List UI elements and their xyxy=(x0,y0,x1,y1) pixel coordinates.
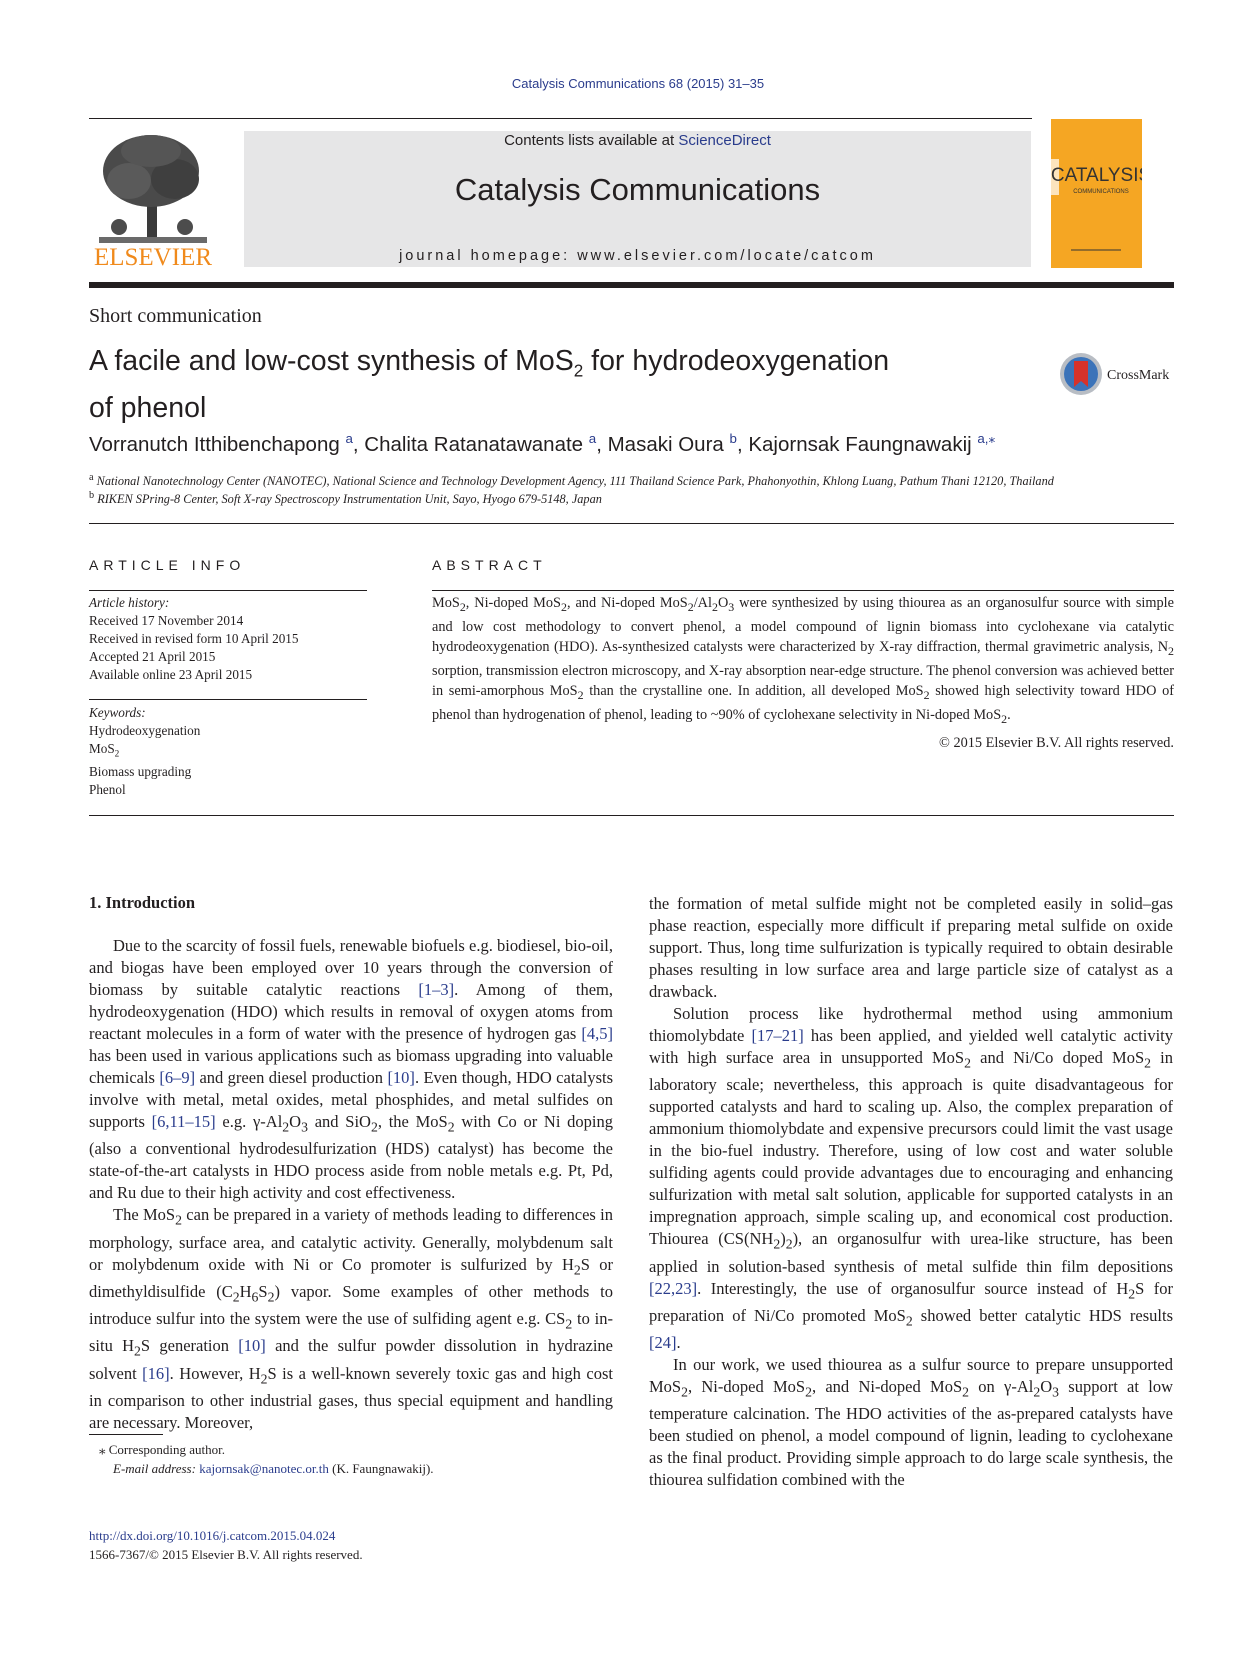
keyword: Phenol xyxy=(89,781,126,797)
paragraph: the formation of metal sulfide might not be completed easily in solid–gas phase reaction, especially more difficult if preparing metal sulfide on oxide support. Thus, long time sulfurization is typically required to obtain desirable phases resulting in low surface area and large particle size of catalyst as a drawback. xyxy=(649,894,1173,1001)
article-title xyxy=(89,343,989,427)
abstract-heading: ABSTRACT xyxy=(432,557,547,573)
svg-text:ELSEVIER: ELSEVIER xyxy=(93,244,213,269)
online-date: Available online 23 April 2015 xyxy=(89,667,253,682)
abstract-copyright: © 2015 Elsevier B.V. All rights reserved. xyxy=(939,735,1174,751)
paragraph: Due to the scarcity of fossil fuels, renewable biofuels e.g. biodiesel, bio-oil, and biogas have been employed over 10 years through the conversion of biomass by suitable catalytic reactions [1–3]. Among of them, hydrodeoxygenation (HDO) which results in removal of oxygen atoms from reactant molecules in a form of water with the presence of hydrogen gas [4,5] has been used in various applications such as biomass upgrading into valuable chemicals [6–9] and green diesel production [10]. Even though, HDO catalysts involve with metal, metal oxides, metal phosphides, and metal sulfides on supports [6,11–15] e.g. $\gamma-Al_2O_3$ and SiO$_2$, the MoS$_2$ with Co or Ni doping (also a conventional hydrodesulfurization (HDS) catalyst) has become the state-of-the-art catalysts in HDO process aside from noble metals e.g. Pt, Pd, and Ru due to their high activity and cost effectiveness. xyxy=(89,936,614,1203)
corresponding-author-note: ⁎ Corresponding author. xyxy=(99,1442,226,1457)
author-affiliation-link[interactable]: a xyxy=(345,431,353,446)
masthead-rule xyxy=(89,282,1174,288)
keyword: Hydrodeoxygenation xyxy=(89,723,201,738)
citation-link[interactable]: [10] xyxy=(238,1336,266,1356)
author-name: Masaki Oura xyxy=(607,432,724,456)
crossmark-icon xyxy=(1059,349,1184,399)
journal-homepage[interactable]: journal homepage: www.elsevier.com/locate/catcom xyxy=(399,248,876,264)
author-name: Kajornsak Faungnawakij xyxy=(748,432,972,456)
keywords xyxy=(89,704,379,799)
affiliation-rule xyxy=(89,523,1174,524)
body-column-left xyxy=(89,935,613,1434)
affiliation-a-text: National Nanotechnology Center (NANOTEC), National Science and Technology Development Agency, 111 Thailand Science Park, Phahonyothin, Khlong Luang, Pathum Thani 12120, Thailand xyxy=(96,474,1054,489)
citation-link[interactable]: [1–3] xyxy=(418,980,455,999)
paragraph: The MoS$_2$ can be prepared in a variety of methods leading to differences in morphology, surface area, and catalytic activity. Generally, molybdenum salt or molybdenum oxide with Ni or Co promoter is sulfurized by $H_2S$ or dimethyldisulfide $(C_2H_6S_2)$ vapor. Some examples of other methods to introduce sulfur into the system were the use of sulfiding agent e.g. $CS_2$ to in-situ $H_2S$ generation [10] and the sulfur powder dissolution in hydrazine solvent [16]. However, $H_2S$ is a well-known severely toxic gas and high cost in comparison to other industrial gases, thus special equipment and handling are necessary. Moreover, xyxy=(89,1205,614,1433)
keywords-rule xyxy=(89,699,367,700)
affiliation-a: $^a$ National Nanotechnology Center (NANOTEC), National Science and Technology Development Agency, 111 Thailand Science Park, Phahonyothin, Khlong Luang, Pathum Thani 12120, Thailand xyxy=(89,472,1054,489)
crossmark-badge[interactable] xyxy=(1059,349,1184,399)
svg-text:CATALYSIS: CATALYSIS xyxy=(1051,165,1142,186)
citation-link[interactable]: [10] xyxy=(387,1068,415,1087)
article-history xyxy=(89,594,379,684)
journal-cover[interactable] xyxy=(1051,119,1142,268)
email-line xyxy=(89,1459,613,1478)
elsevier-tree-icon xyxy=(89,131,217,269)
contents-prefix: Contents lists available at xyxy=(504,132,679,149)
article-type: Short communication xyxy=(89,305,262,327)
title-text-2: for hydrodeoxygenation xyxy=(583,345,890,377)
doi-link[interactable]: http://dx.doi.org/10.1016/j.catcom.2015.04.024 xyxy=(89,1528,336,1543)
keyword: MoS$_2$ xyxy=(89,741,120,759)
abstract-rule xyxy=(432,590,1174,591)
elsevier-logo[interactable] xyxy=(89,131,217,269)
journal-reference[interactable]: Catalysis Communications 68 (2015) 31–35 xyxy=(511,76,765,91)
revised-date: Received in revised form 10 April 2015 xyxy=(89,631,299,646)
keyword: Biomass upgrading xyxy=(89,763,192,779)
article-info-rule xyxy=(89,590,367,591)
citation-link[interactable]: [6–9] xyxy=(159,1068,196,1087)
affiliation-b-text: RIKEN SPring-8 Center, Soft X-ray Spectroscopy Instrumentation Unit, Sayo, Hyogo 679-5148, Japan xyxy=(97,492,602,507)
citation-link[interactable]: [16] xyxy=(142,1363,170,1383)
paragraph: In our work, we used thiourea as a sulfur source to prepare unsupported MoS$_2$, Ni-doped MoS$_2$, and Ni-doped MoS$_2$ on $\gamma-Al_2O_3$ support at low temperature calcination. The HDO activities of the as-prepared catalysts have been studied on phenol, a model compound of lignin, leading to cyclohexane as the final product. Providing simple approach to do large scale synthesis, the thiourea sulfidation combined with the xyxy=(649,1355,1173,1490)
author-affiliation-link[interactable]: a xyxy=(588,431,597,446)
citation-link[interactable]: [17–21] xyxy=(751,1026,804,1045)
footnote-rule xyxy=(89,1434,163,1435)
contents-line xyxy=(244,132,1031,149)
abstract-text: MoS$_2$, Ni-doped MoS$_2$, and Ni-doped $MoS_2/Al_2O_3$ were synthesized by using thiourea as an organosulfur source with simple and low cost methodology to convert phenol, a model compound of lignin biomass into cyclohexane via catalytic hydrodeoxygenation (HDO). As-synthesized catalysts were characterized by X-ray diffraction, thermal gravimetric analysis, $N_2$ sorption, transmission electron microscopy, and X-ray absorption near-edge structure. The phenol conversion was achieved better in semi-amorphous MoS$_2$ than the crystalline one. In addition, all developed MoS$_2$ showed high selectivity toward HDO of phenol than hydrogenation of phenol, leading to ~90% of cyclohexane selectivity in Ni-doped MoS$_2$. xyxy=(432,595,1174,726)
svg-text:CrossMark: CrossMark xyxy=(1107,368,1170,383)
article-info-heading: ARTICLE INFO xyxy=(89,557,246,573)
footnote xyxy=(89,1440,613,1478)
keywords-label: Keywords: xyxy=(89,705,146,720)
paragraph: Solution process like hydrothermal method using ammonium thiomolybdate [17–21] has been applied, and yielded well catalytic activity with high surface area in unsupported MoS$_2$ and Ni/Co doped MoS$_2$ in laboratory scale; nevertheless, this approach is quite disadvantageous for supported catalysts and hard to scaling up. Also, the complex preparation of ammonium thiomolybdate and expensive precursors could limit the vast usage in the bio-fuel industry. Therefore, using of low cost and water soluble sulfiding agents could provide advantages due to encouraging and enhancing sulfurization with metal salt solution, applicable for supported catalysts in an impregnation approach, simple scaling up, and economical cost production. Thiourea $(CS(NH_2)_2)$, an organosulfur with urea-like structure, has been applied in solution-based synthesis of metal sulfide thin film depositions [22,23]. Interestingly, the use of organosulfur source instead of $H_2S$ for preparation of Ni/Co promoted MoS$_2$ showed better catalytic HDS results [24]. xyxy=(649,1004,1173,1353)
title-text-1: A facile and low-cost synthesis of MoS xyxy=(89,345,574,377)
author-affiliation-link[interactable]: b xyxy=(729,431,737,446)
author-name: Vorranutch Itthibenchapong xyxy=(89,432,340,456)
body-column-right xyxy=(649,893,1173,1491)
email-owner: (K. Faungnawakij). xyxy=(332,1461,434,1476)
issn-line: 1566-7367/© 2015 Elsevier B.V. All rights reserved. xyxy=(89,1547,363,1562)
email-link[interactable]: kajornsak@nanotec.or.th xyxy=(199,1461,329,1476)
doi-block xyxy=(89,1526,613,1564)
svg-text:COMMUNICATIONS: COMMUNICATIONS xyxy=(1073,189,1129,195)
title-subscript: 2 xyxy=(573,361,584,381)
citation-link[interactable]: [24] xyxy=(649,1333,677,1353)
affiliation-b: $^b$ RIKEN SPring-8 Center, Soft X-ray Spectroscopy Instrumentation Unit, Sayo, Hyogo 679-5148, Japan xyxy=(89,490,602,507)
author-affiliation-link[interactable]: a,⁎ xyxy=(977,431,996,446)
author-name: Chalita Ratanatawanate xyxy=(364,432,584,456)
header-rule xyxy=(89,118,1032,119)
citation-link[interactable]: [22,23] xyxy=(649,1278,698,1298)
email-label: E-mail address: xyxy=(113,1461,196,1476)
citation-link[interactable]: [6,11–15] xyxy=(151,1112,216,1131)
received-date: Received 17 November 2014 xyxy=(89,613,244,628)
abstract-bottom-rule xyxy=(89,815,1174,816)
title-text-3: of phenol xyxy=(89,391,207,424)
sciencedirect-link[interactable]: ScienceDirect xyxy=(678,132,771,149)
section-heading-introduction: 1. Introduction xyxy=(89,893,196,912)
accepted-date: Accepted 21 April 2015 xyxy=(89,649,216,664)
journal-name: Catalysis Communications xyxy=(454,172,821,207)
journal-cover-image xyxy=(1051,119,1142,268)
citation-link[interactable]: [4,5] xyxy=(581,1024,613,1043)
author-list: Vorranutch Itthibenchapong $^a$, Chalita Ratanatawanate $^a$, Masaki Oura $^b$, Kajornsak Faungnawakij $^{a,⁎}$ xyxy=(89,431,996,456)
history-label: Article history: xyxy=(89,595,170,610)
